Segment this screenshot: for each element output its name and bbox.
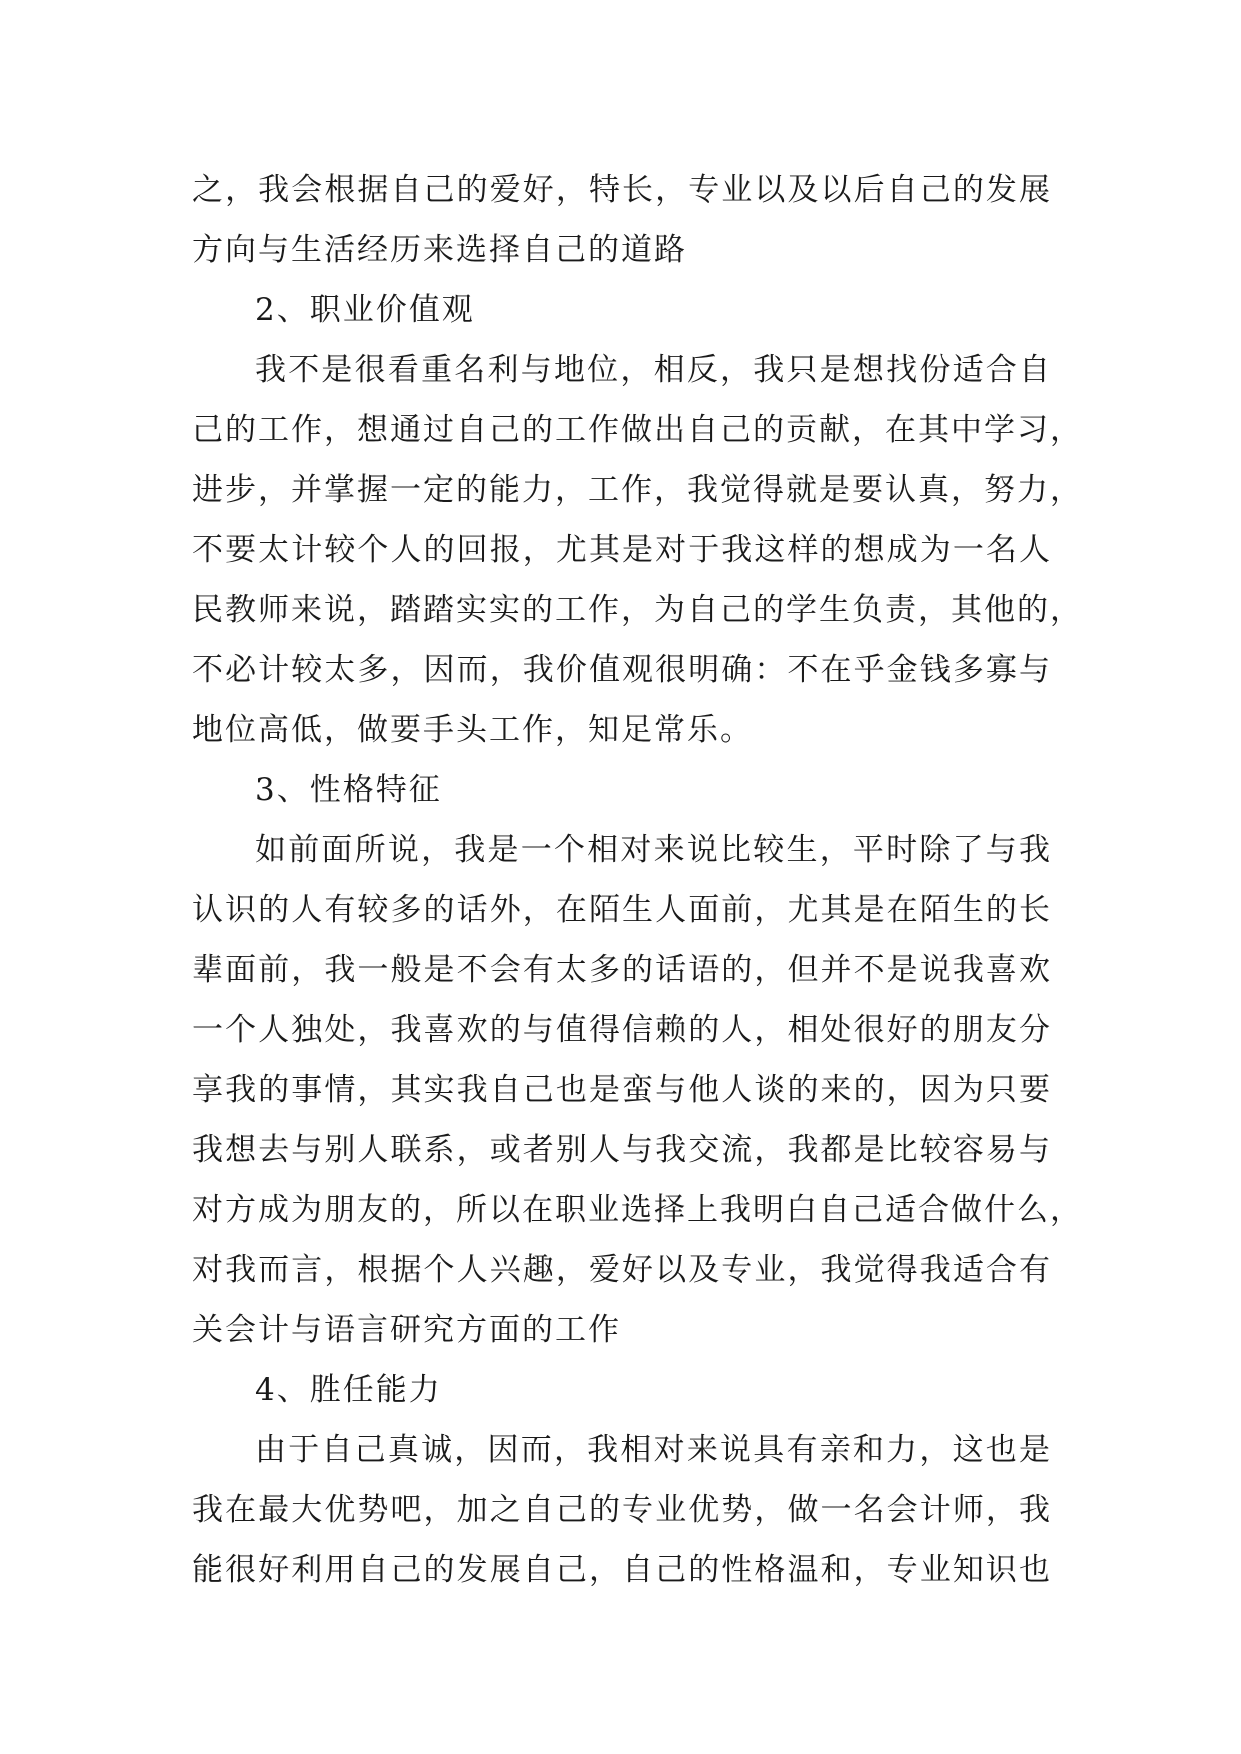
text-line: 进步，并掌握一定的能力，工作，我觉得就是要认真，努力，: [192, 472, 1083, 508]
text-line: 我想去与别人联系，或者别人与我交流，我都是比较容易与: [192, 1132, 1052, 1168]
text-line: 一个人独处，我喜欢的与值得信赖的人，相处很好的朋友分: [192, 1012, 1052, 1048]
text-line: 3、性格特征: [255, 772, 442, 808]
text-line: 民教师来说，踏踏实实的工作，为自己的学生负责，其他的，: [192, 592, 1083, 628]
text-line: 方向与生活经历来选择自己的道路: [192, 232, 687, 268]
text-line: 2、职业价值观: [255, 292, 475, 328]
text-line: 我不是很看重名利与地位，相反，我只是想找份适合自: [255, 352, 1052, 388]
text-line: 关会计与语言研究方面的工作: [192, 1312, 621, 1348]
text-line: 能很好利用自己的发展自己，自己的性格温和，专业知识也: [192, 1552, 1052, 1588]
text-line: 享我的事情，其实我自己也是蛮与他人谈的来的，因为只要: [192, 1072, 1052, 1108]
text-line: 不要太计较个人的回报，尤其是对于我这样的想成为一名人: [192, 532, 1052, 568]
text-line: 认识的人有较多的话外，在陌生人面前，尤其是在陌生的长: [192, 892, 1052, 928]
text-line: 己的工作，想通过自己的工作做出自己的贡献，在其中学习，: [192, 412, 1083, 448]
text-line: 对方成为朋友的，所以在职业选择上我明白自己适合做什么，: [192, 1192, 1083, 1228]
text-line: 地位高低，做要手头工作，知足常乐。: [192, 712, 753, 748]
document-body: [192, 160, 1083, 1600]
text-line: 之，我会根据自己的爱好，特长，专业以及以后自己的发展: [192, 172, 1052, 208]
text-line: 由于自己真诚，因而，我相对来说具有亲和力，这也是: [255, 1432, 1052, 1468]
text-line: 辈面前，我一般是不会有太多的话语的，但并不是说我喜欢: [192, 952, 1052, 988]
text-line: 对我而言，根据个人兴趣，爱好以及专业，我觉得我适合有: [192, 1252, 1052, 1288]
text-line: 4、胜任能力: [255, 1372, 442, 1408]
text-line: 不必计较太多，因而，我价值观很明确：不在乎金钱多寡与: [192, 652, 1052, 688]
text-line: 我在最大优势吧，加之自己的专业优势，做一名会计师，我: [192, 1492, 1052, 1528]
text-line: 如前面所说，我是一个相对来说比较生，平时除了与我: [255, 832, 1052, 868]
